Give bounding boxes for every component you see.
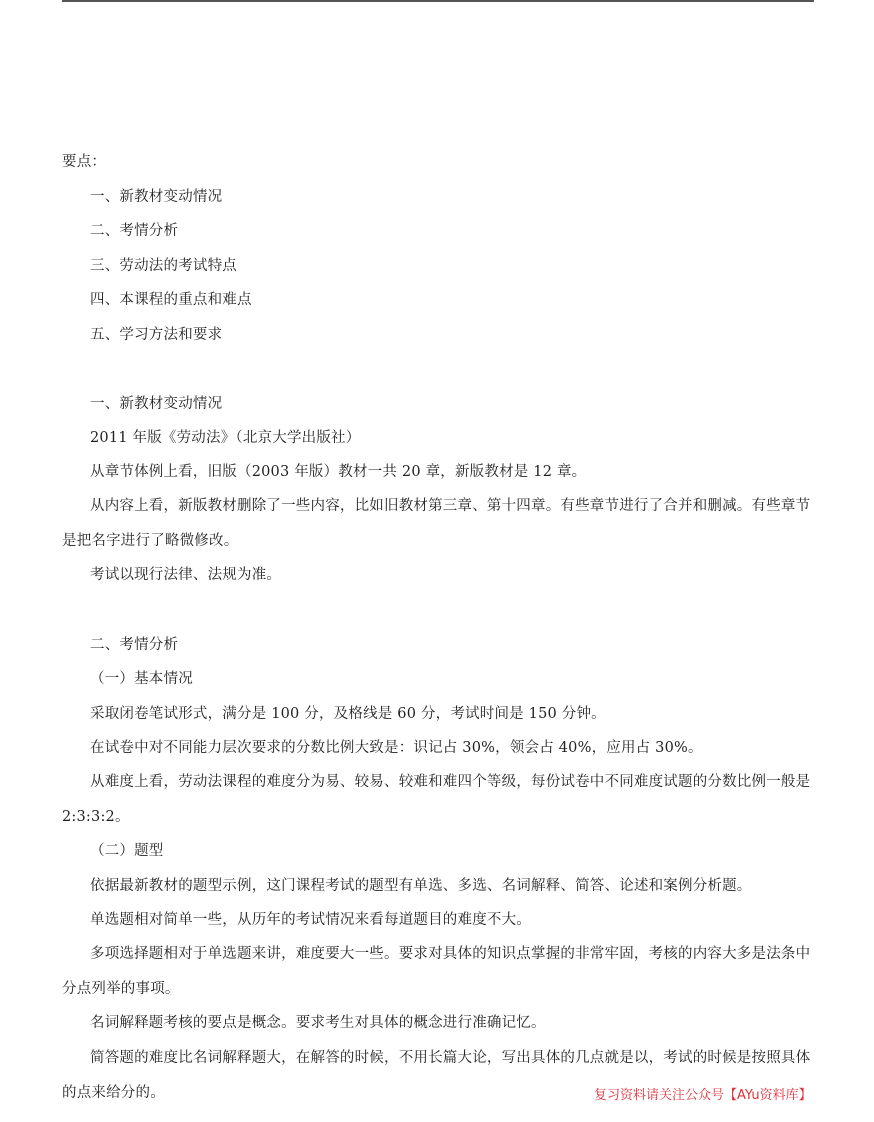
paragraph: 在试卷中对不同能力层次要求的分数比例大致是：识记占 30%，领会占 40%，应用占 30%。 (90, 740, 703, 756)
paragraph: 简答题的难度比名词解释题大，在解答的时候，不用长篇大论，写出具体的几点就是以，考试的时候是按照具体的点来给分的。 (62, 1050, 811, 1101)
paragraph: 从章节体例上看，旧版（2003 年版）教材一共 20 章，新版教材是 12 章。 (90, 464, 587, 480)
outline-item: 三、劳动法的考试特点 (90, 258, 237, 274)
paragraph: 依据最新教材的题型示例，这门课程考试的题型有单选、多选、名词解释、简答、论述和案例分析题。 (90, 878, 752, 894)
outline-item: 五、学习方法和要求 (90, 327, 223, 343)
outline-item: 二、考情分析 (90, 223, 179, 239)
paragraph: 2011 年版《劳动法》（北京大学出版社） (90, 430, 361, 446)
paragraph: 采取闭卷笔试形式，满分是 100 分，及格线是 60 分，考试时间是 150 分钟。 (90, 706, 606, 722)
paragraph: 从难度上看，劳动法课程的难度分为易、较易、较难和难四个等级，每份试卷中不同难度试题的分数比例一般是 2:3:3:2。 (62, 774, 811, 825)
paragraph: 从内容上看，新版教材删除了一些内容，比如旧教材第三章、第十四章。有些章节进行了合并和删减。有些章节是把名字进行了略微修改。 (62, 498, 811, 549)
section-title: 二、考情分析 (90, 637, 179, 653)
paragraph: 多项选择题相对于单选题来讲，难度要大一些。要求对具体的知识点掌握的非常牢固，考核的内容大多是法条中分点列举的事项。 (62, 946, 811, 997)
outline-item: 四、本课程的重点和难点 (90, 292, 252, 308)
footer-note: 复习资料请关注公众号【AYu资料库】 (594, 1088, 812, 1103)
subsection-title: （二）题型 (90, 843, 164, 859)
paragraph: 名词解释题考核的要点是概念。要求考生对具体的概念进行准确记忆。 (90, 1015, 546, 1031)
heading: 要点： (62, 154, 107, 170)
top-rule (62, 0, 814, 2)
paragraph: 考试以现行法律、法规为准。 (90, 567, 282, 583)
section-title: 一、新教材变动情况 (90, 396, 223, 412)
outline-item: 一、新教材变动情况 (90, 189, 223, 205)
paragraph: 单选题相对简单一些，从历年的考试情况来看每道题目的难度不大。 (90, 912, 531, 928)
subsection-title: （一）基本情况 (90, 671, 193, 687)
